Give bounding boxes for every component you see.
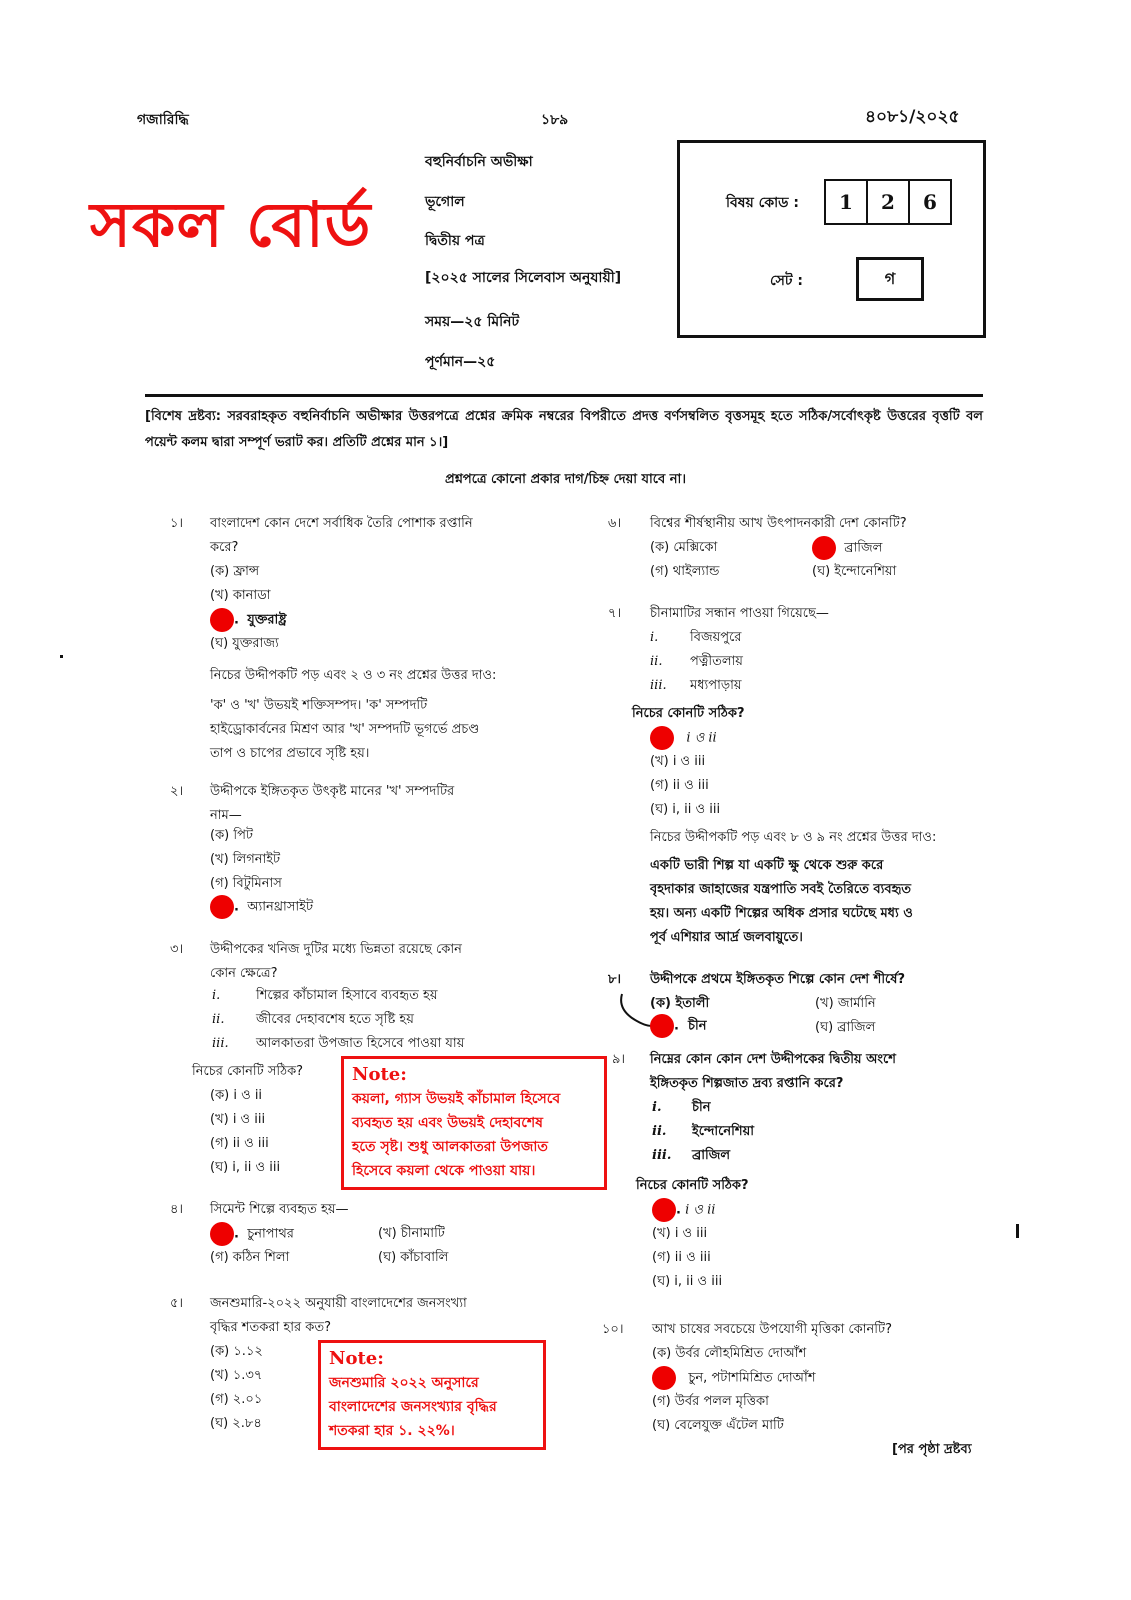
pen-stroke-mark [614,992,654,1032]
stimulus-1-heading: নিচের উদ্দীপকটি পড় এবং ২ ও ৩ নং প্রশ্নের উত্তর দাও: [210,668,497,683]
statement-numeral: i. [650,630,659,645]
q3-statement [212,984,438,1008]
q4-text: সিমেন্ট শিল্পে ব্যবহৃত হয়— [210,1202,349,1217]
q1-option[interactable]: (ক) ফ্রান্স [210,564,260,579]
statement-text: জীবের দেহাবশেষ হতে সৃষ্টি হয় [256,1012,414,1027]
margin-mark [1016,1224,1019,1238]
statement-numeral: ii. [650,654,663,669]
answer-mark-icon [650,1014,674,1038]
stimulus-line: বৃহদাকার জাহাজের যন্ত্রপাতি সবই তৈরিতে ব্যবহৃত [650,882,912,897]
q7-number: ৭। [608,606,622,621]
q4-option-label: চুনাপাথর [247,1226,294,1242]
q6-text: বিশ্বের শীর্ষস্থানীয় আখ উৎপাদনকারী দেশ কোনটি? [650,516,907,531]
q6-option-marked[interactable] [812,536,882,561]
divider [145,394,983,397]
statement-numeral: ii. [652,1124,667,1139]
q7-option-marked[interactable] [650,726,717,751]
q1-option-label: যুক্তরাষ্ট্র [247,612,287,628]
note-box-2 [318,1340,546,1450]
speck [60,655,63,658]
q3-option[interactable]: (ক) i ও ii [210,1088,263,1103]
q8-option[interactable]: (ক) ইতালী [650,996,710,1011]
exam-type: বহুনির্বাচনি অভীক্ষা [425,154,533,170]
time: সময়—২৫ মিনিট [425,314,520,330]
stimulus-line: একটি ভারী শিল্প যা একটি ক্ষু থেকে শুরু করে [650,858,884,873]
answer-mark-icon [652,1198,676,1222]
q5-option[interactable]: (খ) ১.৩৭ [210,1368,263,1383]
statement-numeral: iii. [212,1036,229,1051]
note-line: বাংলাদেশের জনসংখ্যার বৃদ্ধির [329,1399,497,1415]
statement-numeral: iii. [652,1148,672,1163]
q9-option[interactable]: (ঘ) i, ii ও iii [652,1274,723,1289]
statement-text: মধ্যপাড়ায় [690,678,742,693]
note-line: ব্যবহৃত হয় এবং উভয়ই দেহাবশেষ [352,1115,543,1131]
q3-which-correct: নিচের কোনটি সঠিক? [192,1064,304,1079]
syllabus: [২০২৫ সালের সিলেবাস অনুযায়ী] [425,270,622,286]
stimulus-line: পূর্ব এশিয়ার আর্দ্র জলবায়ুতে। [650,930,803,945]
q1-text [210,512,473,560]
statement-text: ইন্দোনেশিয়া [692,1124,755,1139]
q1-option-marked[interactable]: . যুক্তরাষ্ট্র [210,608,287,633]
q1-number: ১। [170,516,184,531]
q4-option[interactable]: (ঘ) কাঁচাবালি [378,1250,449,1265]
answer-mark-icon [210,1222,234,1246]
q8-option-marked[interactable]: . চীন [650,1014,707,1039]
q3-option[interactable]: (ঘ) i, ii ও iii [210,1160,281,1175]
q5-line: বৃদ্ধির শতকরা হার কত? [210,1320,331,1335]
q2-line: উদ্দীপকে ইঙ্গিতকৃত উৎকৃষ্ট মানের 'খ' সম্পদটির [210,784,455,799]
q3-text [210,938,462,986]
q8-option-label: চীন [688,1018,707,1034]
answer-mark-icon [650,726,674,750]
q6-option-label: ব্রাজিল [844,540,883,556]
q10-option-marked[interactable] [652,1366,816,1391]
statement-text: চীন [692,1100,711,1115]
q2-number: ২। [170,784,184,799]
code-box [677,140,986,338]
stimulus-2 [650,854,982,950]
q3-option[interactable]: (খ) i ও iii [210,1112,266,1127]
code-digit: 2 [866,179,910,225]
q5-option[interactable]: (ক) ১.১২ [210,1344,263,1359]
header-code: ৪০৮১/২০২৫ [865,107,960,127]
q7-statement [650,674,742,698]
note-line: হিসেবে কয়লা থেকে পাওয়া যায়। [352,1163,536,1179]
q2-option[interactable]: (ক) পিট [210,828,253,843]
q8-option[interactable]: (খ) জার্মানি [815,996,876,1011]
statement-numeral: ii. [212,1012,225,1027]
q7-option[interactable]: (ঘ) i, ii ও iii [650,802,721,817]
q7-statement [650,650,743,674]
instruction: [বিশেষ দ্রষ্টব্য: সরবরাহকৃত বহুনির্বাচনি অভীক্ষার উত্তরপত্রে প্রশ্নের ক্রমিক নম্বরের বিপরীতে প্রদত্ত বর্ণসম্বলিত বৃত্তসমূহ হতে সঠিক/সর্বোৎকৃষ্ট উত্তরের বৃত্তটি বল পয়েন্ট কলম দ্বারা সম্পূর্ণ ভরাট কর। প্রতিটি প্রশ্নের মান ১।] [145,409,983,450]
q2-option[interactable]: (খ) লিগনাইট [210,852,281,867]
subject-code-digits [826,179,952,225]
statement-numeral: i. [652,1100,662,1115]
q7-option[interactable]: (গ) ii ও iii [650,778,709,793]
q3-line: কোন ক্ষেত্রে? [210,966,278,981]
q5-line: জনশুমারি-২০২২ অনুযায়ী বাংলাদেশের জনসংখ্যা [210,1296,467,1311]
statement-text: শিল্পের কাঁচামাল হিসাবে ব্যবহৃত হয় [256,988,438,1003]
q7-option-label: i ও ii [686,730,717,746]
note-title: Note: [352,1064,407,1085]
q4-option-marked[interactable]: . চুনাপাথর [210,1222,294,1247]
q2-option[interactable]: (গ) বিটুমিনাস [210,876,282,891]
notice: প্রশ্নপত্রে কোনো প্রকার দাগ/চিহ্ন দেয়া যাবে না। [445,472,686,487]
q2-text [210,780,454,828]
q1-option[interactable]: (খ) কানাডা [210,588,271,603]
answer-mark-icon [210,608,234,632]
q9-statement [652,1120,754,1144]
stimulus-line: 'ক' ও 'খ' উভয়ই শক্তিসম্পদ। 'ক' সম্পদটি [210,698,428,713]
q10-option-label: চুন, পটাশমিশ্রিত দোআঁশ [688,1370,816,1386]
q6-option[interactable]: (ক) মেক্সিকো [650,540,718,555]
q9-statement [652,1144,730,1168]
q3-statement [212,1032,464,1056]
header-left: গজারিদ্ধি [137,112,189,128]
paper-name: দ্বিতীয় পত্র [425,233,485,249]
q6-option[interactable]: (গ) থাইল্যান্ড [650,564,720,579]
code-digit: 1 [824,179,868,225]
note-line: কয়লা, গ্যাস উভয়ই কাঁচামাল হিসেবে [352,1091,561,1107]
q1-line: বাংলাদেশ কোন দেশে সর্বাধিক তৈরি পোশাক রপ্তানি [210,516,473,531]
q9-which-correct: নিচের কোনটি সঠিক? [636,1178,749,1193]
answer-mark-icon [812,536,836,560]
board-title: সকল বোর্ড [90,188,372,261]
q6-number: ৬। [608,516,622,531]
q3-number: ৩। [170,942,184,957]
q7-which-correct: নিচের কোনটি সঠিক? [632,706,745,721]
q7-option[interactable]: (খ) i ও iii [650,754,706,769]
q6-option[interactable]: (ঘ) ইন্দোনেশিয়া [812,564,897,579]
q8-option[interactable]: (ঘ) ব্রাজিল [815,1020,876,1035]
subject-name: ভূগোল [425,194,465,210]
answer-mark-icon [210,895,234,919]
next-page-note: [পর পৃষ্ঠা দ্রষ্টব্য [892,1442,972,1457]
q4-number: ৪। [170,1202,184,1217]
set-value: গ [856,257,924,301]
q4-option[interactable]: (খ) চীনামাটি [378,1226,445,1241]
statement-text: আলকাতরা উপজাত হিসেবে পাওয়া যায় [256,1036,465,1051]
stimulus-line: তাপ ও চাপের প্রভাবে সৃষ্টি হয়। [210,746,370,761]
stimulus-line: হাইড্রোকার্বনের মিশ্রণ আর 'খ' সম্পদটি ভূগর্ভে প্রচণ্ড [210,722,480,737]
stimulus-line: হয়। অন্য একটি শিল্পের অধিক প্রসার ঘটেছে মধ্য ও [650,906,913,921]
q10-text: আখ চাষের সবচেয়ে উপযোগী মৃত্তিকা কোনটি? [652,1322,893,1337]
statement-numeral: i. [212,988,221,1003]
q9-option-label: i ও ii [685,1202,716,1218]
statement-text: ব্রাজিল [692,1148,731,1163]
set-label: সেট : [770,273,804,289]
q9-line: ইঙ্গিতকৃত শিল্পজাত দ্রব্য রপ্তানি করে? [650,1076,844,1091]
statement-text: পত্নীতলায় [690,654,743,669]
q2-line: নাম— [210,808,242,823]
q10-number: ১০। [602,1322,624,1337]
q3-line: উদ্দীপকের খনিজ দুটির মধ্যে ভিন্নতা রয়েছে কোন [210,942,462,957]
subject-code-label: বিষয় কোড : [726,195,799,211]
q8-text: উদ্দীপকে প্রথমে ইঙ্গিতকৃত শিল্পে কোন দেশ শীর্ষে? [650,972,905,987]
q5-option[interactable]: (ঘ) ২.৮৪ [210,1416,262,1431]
note-line: হতে সৃষ্ট। শুধু আলকাতরা উপজাত [352,1139,548,1155]
full-marks: পূর্ণমান—২৫ [425,354,496,370]
q5-number: ৫। [170,1296,184,1311]
q2-option-marked[interactable]: . অ্যানথ্রাসাইট [210,895,313,920]
page-number: ১৮৯ [541,112,569,128]
note-line: শতকরা হার ১. ২২%। [329,1423,455,1439]
note-line: জনশুমারি ২০২২ অনুসারে [329,1375,479,1391]
q7-statement [650,626,741,650]
note-box-1 [341,1056,607,1190]
q9-text [650,1048,896,1096]
q5-option[interactable]: (গ) ২.০১ [210,1392,263,1407]
q3-statement [212,1008,414,1032]
note-title: Note: [329,1348,384,1369]
q9-line: নিম্নের কোন কোন দেশ উদ্দীপকের দ্বিতীয় অংশে [650,1052,896,1067]
q1-line: করে? [210,540,239,555]
q9-option-marked[interactable]: . i ও ii [652,1198,715,1223]
q10-option[interactable]: (ঘ) বেলেযুক্ত এঁটেল মাটি [652,1418,784,1433]
q5-text [210,1292,467,1340]
q10-option[interactable]: (গ) উর্বর পলল মৃত্তিকা [652,1394,769,1409]
q3-option[interactable]: (গ) ii ও iii [210,1136,269,1151]
statement-numeral: iii. [650,678,667,693]
q9-statement [652,1096,711,1120]
stimulus-2-heading: নিচের উদ্দীপকটি পড় এবং ৮ ও ৯ নং প্রশ্নের উত্তর দাও: [650,830,937,845]
q10-option[interactable]: (ক) উর্বর লৌহমিশ্রিত দোআঁশ [652,1346,807,1361]
q7-text: চীনামাটির সন্ধান পাওয়া গিয়েছে— [650,606,829,621]
q8-number: ৮। [608,972,622,987]
statement-text: বিজয়পুরে [690,630,742,645]
answer-mark-icon [652,1366,676,1390]
q4-option[interactable]: (গ) কঠিন শিলা [210,1250,290,1265]
q9-option[interactable]: (গ) ii ও iii [652,1250,711,1265]
stimulus-1 [210,694,546,766]
q2-option-label: অ্যানথ্রাসাইট [247,899,314,915]
code-digit: 6 [908,179,952,225]
q1-option[interactable]: (ঘ) যুক্তরাজ্য [210,636,279,651]
q9-option[interactable]: (খ) i ও iii [652,1226,708,1241]
q9-number: ৯। [612,1052,626,1067]
